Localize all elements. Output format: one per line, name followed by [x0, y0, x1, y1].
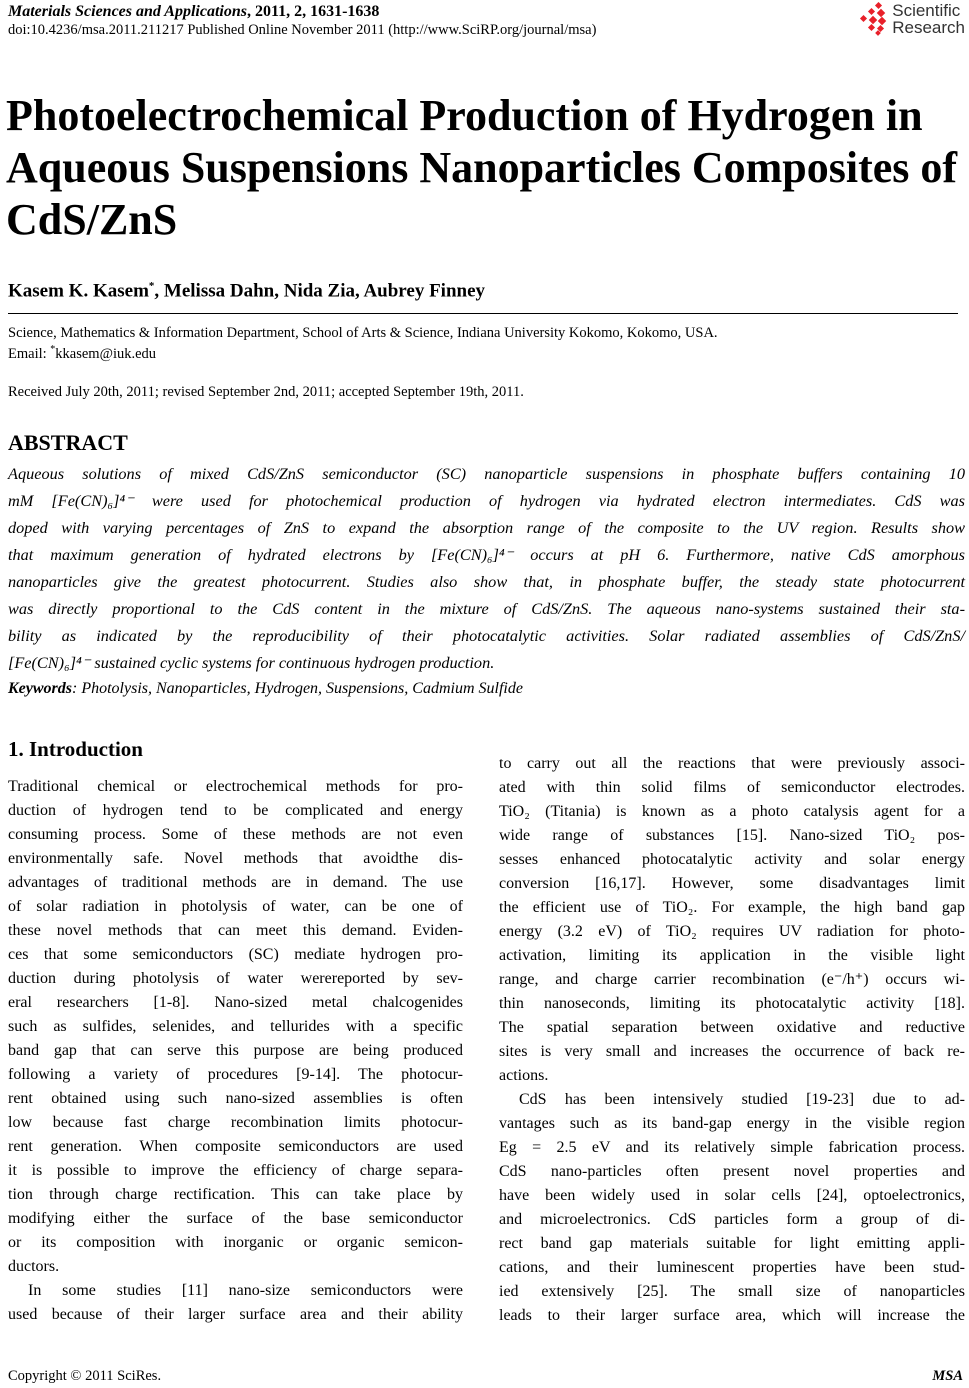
text-line: activation, limiting its application in the visible light [499, 947, 965, 964]
abstract-line: that maximum generation of hydrated electrons by [Fe(CN)₆]⁴⁻ occurs at pH 6. Furthermore, native CdS amorphous [8, 545, 965, 564]
left-column [8, 775, 463, 1327]
keywords [8, 680, 523, 698]
text-line: have been widely used in solar cells [24], optoelectronics, [499, 1187, 965, 1204]
text-line: modifying either the surface of the base semiconductor [8, 1210, 463, 1227]
abstract-line: bility as indicated by the reproducibility of their photocatalytic activities. Solar radiated assemblies of CdS/ZnS/ [8, 626, 965, 645]
text-line: sesses enhanced photocatalytic activity and solar energy [499, 851, 965, 868]
abstract-line: Aqueous solutions of mixed CdS/ZnS semiconductor (SC) nanoparticle suspensions in phosphate buffers containing 10 [8, 464, 965, 483]
abstract-line: mM [Fe(CN)₆]⁴⁻ were used for photochemical production of hydrogen via hydrated electron intermediates. CdS was [8, 491, 965, 510]
text-line: of solar radiation in photolysis of water, can be one of [8, 898, 463, 915]
text-line: ces that some semiconductors (SC) mediate hydrogen pro- [8, 946, 463, 963]
email-link[interactable]: kkasem@iuk.edu [55, 345, 157, 362]
text-line: sites is very small and increases the occurrence of back re- [499, 1043, 965, 1060]
title-line: Aqueous Suspensions Nanoparticles Composites of [6, 143, 958, 192]
text-line: it is possible to improve the efficiency of charge separa- [8, 1162, 463, 1179]
logo-text: Scientific Research [892, 1, 965, 37]
keywords-label: Keywords [8, 680, 72, 697]
paragraph [499, 1088, 965, 1328]
text-line: The spatial separation between oxidative and reductive [499, 1019, 965, 1036]
text-line: or its composition with inorganic or organic semicon- [8, 1234, 463, 1251]
abstract-heading: ABSTRACT [8, 430, 128, 455]
text-line: actions. [499, 1067, 549, 1084]
text-line: environmentally safe. Novel methods that avoidthe dis- [8, 850, 463, 867]
title-line: Photoelectrochemical Production of Hydrogen in [6, 91, 923, 140]
text-line: and microelectronics. CdS particles form a group of di- [499, 1211, 965, 1228]
text-line: ated with thin solid films of semiconductor electrodes. [499, 779, 965, 796]
text-line: In some studies [11] nano-size semiconductors were [28, 1282, 463, 1299]
paragraph [8, 775, 463, 1279]
received-dates: Received July 20th, 2011; revised September 2nd, 2011; accepted September 19th, 2011. [8, 384, 524, 400]
title-line: CdS/ZnS [6, 195, 178, 244]
journal-citation [8, 3, 379, 21]
text-line: rect band gap materials suitable for light emitting appli- [499, 1235, 965, 1252]
text-line: to carry out all the reactions that were previously associ- [499, 755, 965, 772]
volume-pages: , 2011, 2, 1631-1638 [246, 3, 380, 20]
text-line: energy (3.2 eV) of TiO₂ requires UV radiation for photo- [499, 923, 965, 940]
text-line: TiO₂ (Titania) is known as a photo catalysis agent for a [499, 803, 965, 820]
text-line: cations, and their luminescent properties have been stud- [499, 1259, 965, 1276]
text-line: CdS nano-particles often present novel properties and [499, 1163, 965, 1180]
text-line: tion through charge rectification. This can take place by [8, 1186, 463, 1203]
text-line: low because fast charge recombination limits photocur- [8, 1114, 463, 1131]
abstract-body [8, 460, 965, 676]
publisher-logo [858, 2, 965, 36]
text-line: duction of hydrogen tend to be complicated and energy [8, 802, 463, 819]
text-line: the efficient use of TiO₂. For example, the high band gap [499, 899, 965, 916]
doi-line: doi:10.4236/msa.2011.211217 Published Online November 2011 (http://www.SciRP.org/journal/msa) [8, 22, 597, 38]
section-heading-introduction: 1. Introduction [8, 737, 143, 761]
text-line: ductors. [8, 1258, 60, 1275]
diamond-logo-icon [858, 2, 888, 36]
paper-title [6, 90, 957, 246]
text-line: range, and charge carrier recombination (e⁻/h⁺) occurs wi- [499, 971, 965, 988]
text-line: wide range of substances [15]. Nano-sized TiO₂ pos- [499, 827, 965, 844]
text-line: ied extensively [25]. The small size of nanoparticles [499, 1283, 965, 1300]
paragraph [8, 1279, 463, 1327]
text-line: consuming process. Some of these methods are not even [8, 826, 463, 843]
text-line: band gap that can serve this purpose are being produced [8, 1042, 463, 1059]
copyright: Copyright © 2011 SciRes. [8, 1368, 162, 1384]
text-line: eral researchers [1-8]. Nano-sized metal chalcogenides [8, 994, 463, 1011]
text-line: CdS has been intensively studied [19-23] due to ad- [519, 1091, 965, 1108]
text-line: these novel methods that can meet this demand. Eviden- [8, 922, 463, 939]
text-line: advantages of traditional methods are in demand. The use [8, 874, 463, 891]
affiliation: Science, Mathematics & Information Department, School of Arts & Science, Indiana University Kokomo, Kokomo, USA. [8, 325, 718, 341]
text-line: thin nanoseconds, limiting its photocatalytic activity [18]. [499, 995, 965, 1012]
text-line: vantages such as its band-gap energy in the visible region [499, 1115, 965, 1132]
text-line: conversion [16,17]. However, some disadvantages limit [499, 875, 965, 892]
text-line: rent generation. When composite semiconductors are used [8, 1138, 463, 1155]
text-line: such as sulfides, selenides, and tellurides with a specific [8, 1018, 463, 1035]
journal-name: Materials Sciences and Applications [8, 3, 247, 20]
journal-abbreviation: MSA [932, 1368, 963, 1384]
text-line: following a variety of procedures [9-14]. The photocur- [8, 1066, 463, 1083]
abstract-line: nanoparticles give the greatest photocurrent. Studies also show that, in phosphate buffer, the steady state photocurrent [8, 572, 965, 591]
abstract-line: doped with varying percentages of ZnS to expand the absorption range of the composite to the UV region. Results show [8, 518, 965, 537]
keywords-list: : Photolysis, Nanoparticles, Hydrogen, Suspensions, Cadmium Sulfide [72, 680, 523, 697]
text-line: duction during photolysis of water werereported by sev- [8, 970, 463, 987]
paragraph [499, 752, 965, 1088]
text-line: Traditional chemical or electrochemical methods for pro- [8, 778, 463, 795]
author-list: Kasem K. Kasem*, Melissa Dahn, Nida Zia, Aubrey Finney [8, 280, 486, 302]
text-line: Eg = 2.5 eV and its relatively simple fabrication process. [499, 1139, 965, 1156]
text-line: used because of their larger surface area and their ability [8, 1306, 463, 1323]
right-column [499, 752, 965, 1328]
text-line: rent obtained using such nano-sized assemblies is often [8, 1090, 463, 1107]
abstract-line: was directly proportional to the CdS content in the mixture of CdS/ZnS. The aqueous nano-systems sustained their sta- [8, 599, 965, 618]
abstract-line: [Fe(CN)₆]⁴⁻ sustained cyclic systems for continuous hydrogen production. [8, 653, 495, 672]
text-line: leads to their larger surface area, which will increase the [499, 1307, 965, 1324]
email-line: Email: *kkasem@iuk.edu [8, 344, 157, 362]
divider [8, 313, 958, 314]
